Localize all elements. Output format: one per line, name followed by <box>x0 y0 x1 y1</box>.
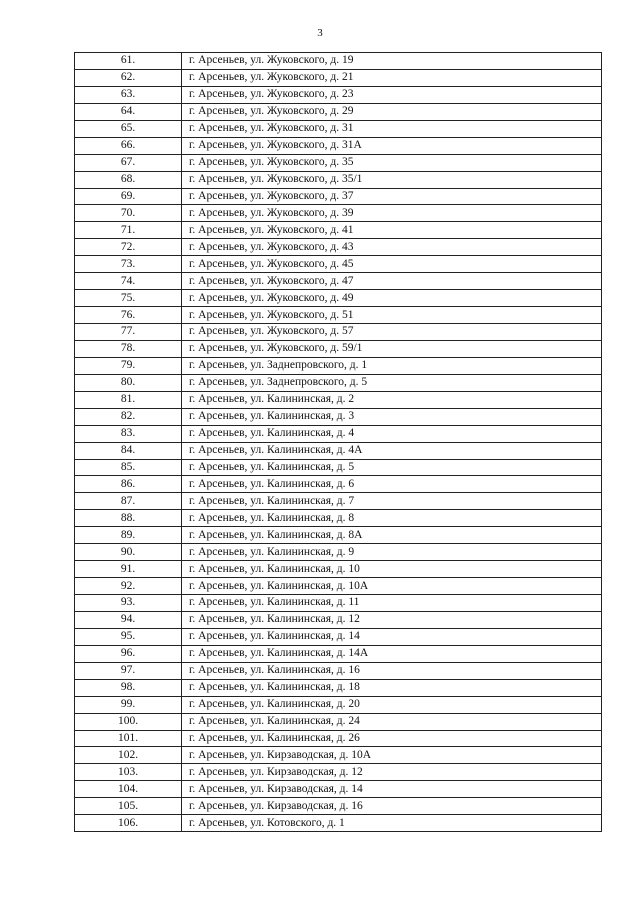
row-number: 87. <box>75 493 182 510</box>
row-number: 66. <box>75 137 182 154</box>
row-number: 70. <box>75 205 182 222</box>
row-address: г. Арсеньев, ул. Калининская, д. 10А <box>182 578 602 595</box>
table-row <box>75 459 602 476</box>
row-address: г. Арсеньев, ул. Калининская, д. 4 <box>182 425 602 442</box>
page-number: 3 <box>317 27 323 39</box>
row-address: г. Арсеньев, ул. Заднепровского, д. 5 <box>182 374 602 391</box>
table-row <box>75 69 602 86</box>
row-number: 95. <box>75 628 182 645</box>
row-address: г. Арсеньев, ул. Кирзаводская, д. 16 <box>182 798 602 815</box>
table-row <box>75 171 602 188</box>
row-number: 85. <box>75 459 182 476</box>
row-address: г. Арсеньев, ул. Жуковского, д. 51 <box>182 307 602 324</box>
row-address: г. Арсеньев, ул. Калининская, д. 20 <box>182 696 602 713</box>
row-number: 63. <box>75 86 182 103</box>
row-address: г. Арсеньев, ул. Жуковского, д. 45 <box>182 256 602 273</box>
table-row <box>75 53 602 70</box>
table-row <box>75 798 602 815</box>
table-row <box>75 188 602 205</box>
row-number: 96. <box>75 645 182 662</box>
row-address: г. Арсеньев, ул. Калининская, д. 8А <box>182 527 602 544</box>
table-row <box>75 527 602 544</box>
row-number: 86. <box>75 476 182 493</box>
table-row <box>75 290 602 307</box>
table-row <box>75 611 602 628</box>
row-address: г. Арсеньев, ул. Калининская, д. 18 <box>182 679 602 696</box>
row-address: г. Арсеньев, ул. Калининская, д. 2 <box>182 391 602 408</box>
table-row <box>75 273 602 290</box>
row-number: 79. <box>75 357 182 374</box>
table-row <box>75 578 602 595</box>
table-row <box>75 662 602 679</box>
row-number: 83. <box>75 425 182 442</box>
row-address: г. Арсеньев, ул. Калининская, д. 3 <box>182 408 602 425</box>
row-number: 74. <box>75 273 182 290</box>
row-number: 78. <box>75 340 182 357</box>
row-number: 64. <box>75 103 182 120</box>
table-row <box>75 408 602 425</box>
row-address: г. Арсеньев, ул. Калининская, д. 14 <box>182 628 602 645</box>
row-number: 102. <box>75 747 182 764</box>
row-address: г. Арсеньев, ул. Калининская, д. 24 <box>182 713 602 730</box>
row-address: г. Арсеньев, ул. Жуковского, д. 35/1 <box>182 171 602 188</box>
row-address: г. Арсеньев, ул. Жуковского, д. 31 <box>182 120 602 137</box>
table-row <box>75 510 602 527</box>
row-address: г. Арсеньев, ул. Калининская, д. 4А <box>182 442 602 459</box>
table-row <box>75 324 602 341</box>
row-address: г. Арсеньев, ул. Жуковского, д. 57 <box>182 324 602 341</box>
table-row <box>75 815 602 832</box>
row-address: г. Арсеньев, ул. Калининская, д. 8 <box>182 510 602 527</box>
table-row <box>75 391 602 408</box>
row-address: г. Арсеньев, ул. Калининская, д. 9 <box>182 544 602 561</box>
row-address: г. Арсеньев, ул. Жуковского, д. 29 <box>182 103 602 120</box>
row-address: г. Арсеньев, ул. Кирзаводская, д. 10А <box>182 747 602 764</box>
row-number: 103. <box>75 764 182 781</box>
table-row <box>75 476 602 493</box>
table-row <box>75 561 602 578</box>
row-address: г. Арсеньев, ул. Калининская, д. 12 <box>182 611 602 628</box>
row-number: 81. <box>75 391 182 408</box>
row-number: 76. <box>75 307 182 324</box>
row-address: г. Арсеньев, ул. Калининская, д. 5 <box>182 459 602 476</box>
row-number: 106. <box>75 815 182 832</box>
row-number: 97. <box>75 662 182 679</box>
table-row <box>75 493 602 510</box>
row-number: 75. <box>75 290 182 307</box>
row-address: г. Арсеньев, ул. Котовского, д. 1 <box>182 815 602 832</box>
row-number: 89. <box>75 527 182 544</box>
row-address: г. Арсеньев, ул. Калининская, д. 10 <box>182 561 602 578</box>
row-address: г. Арсеньев, ул. Калининская, д. 11 <box>182 595 602 612</box>
row-address: г. Арсеньев, ул. Жуковского, д. 21 <box>182 69 602 86</box>
row-address: г. Арсеньев, ул. Жуковского, д. 41 <box>182 222 602 239</box>
table-row <box>75 425 602 442</box>
row-address: г. Арсеньев, ул. Кирзаводская, д. 12 <box>182 764 602 781</box>
row-address: г. Арсеньев, ул. Заднепровского, д. 1 <box>182 357 602 374</box>
row-number: 91. <box>75 561 182 578</box>
row-number: 84. <box>75 442 182 459</box>
table-row <box>75 645 602 662</box>
row-number: 104. <box>75 781 182 798</box>
row-address: г. Арсеньев, ул. Калининская, д. 7 <box>182 493 602 510</box>
row-number: 90. <box>75 544 182 561</box>
table-row <box>75 544 602 561</box>
table-row <box>75 120 602 137</box>
row-number: 71. <box>75 222 182 239</box>
table-row <box>75 679 602 696</box>
table-row <box>75 103 602 120</box>
address-table-body <box>75 53 602 832</box>
row-number: 92. <box>75 578 182 595</box>
row-address: г. Арсеньев, ул. Жуковского, д. 35 <box>182 154 602 171</box>
row-number: 72. <box>75 239 182 256</box>
row-address: г. Арсеньев, ул. Жуковского, д. 59/1 <box>182 340 602 357</box>
table-row <box>75 595 602 612</box>
table-row <box>75 86 602 103</box>
table-row <box>75 442 602 459</box>
row-address: г. Арсеньев, ул. Жуковского, д. 37 <box>182 188 602 205</box>
table-row <box>75 730 602 747</box>
row-number: 62. <box>75 69 182 86</box>
table-row <box>75 340 602 357</box>
row-number: 93. <box>75 595 182 612</box>
table-row <box>75 713 602 730</box>
table-row <box>75 357 602 374</box>
table-row <box>75 696 602 713</box>
row-number: 73. <box>75 256 182 273</box>
row-number: 80. <box>75 374 182 391</box>
row-address: г. Арсеньев, ул. Калининская, д. 6 <box>182 476 602 493</box>
row-address: г. Арсеньев, ул. Калининская, д. 26 <box>182 730 602 747</box>
row-number: 68. <box>75 171 182 188</box>
row-address: г. Арсеньев, ул. Кирзаводская, д. 14 <box>182 781 602 798</box>
table-row <box>75 222 602 239</box>
table-row <box>75 154 602 171</box>
address-table <box>74 52 602 832</box>
row-number: 67. <box>75 154 182 171</box>
table-row <box>75 307 602 324</box>
table-row <box>75 628 602 645</box>
row-address: г. Арсеньев, ул. Жуковского, д. 39 <box>182 205 602 222</box>
row-address: г. Арсеньев, ул. Жуковского, д. 23 <box>182 86 602 103</box>
row-number: 98. <box>75 679 182 696</box>
row-number: 101. <box>75 730 182 747</box>
row-number: 82. <box>75 408 182 425</box>
row-address: г. Арсеньев, ул. Жуковского, д. 49 <box>182 290 602 307</box>
table-row <box>75 256 602 273</box>
row-address: г. Арсеньев, ул. Калининская, д. 16 <box>182 662 602 679</box>
row-address: г. Арсеньев, ул. Жуковского, д. 31А <box>182 137 602 154</box>
table-row <box>75 205 602 222</box>
row-address: г. Арсеньев, ул. Жуковского, д. 19 <box>182 53 602 70</box>
table-row <box>75 137 602 154</box>
row-number: 94. <box>75 611 182 628</box>
row-number: 88. <box>75 510 182 527</box>
table-row <box>75 781 602 798</box>
table-row <box>75 747 602 764</box>
row-number: 100. <box>75 713 182 730</box>
table-row <box>75 239 602 256</box>
row-number: 99. <box>75 696 182 713</box>
table-row <box>75 764 602 781</box>
row-address: г. Арсеньев, ул. Жуковского, д. 43 <box>182 239 602 256</box>
row-number: 77. <box>75 324 182 341</box>
row-number: 105. <box>75 798 182 815</box>
row-number: 69. <box>75 188 182 205</box>
row-address: г. Арсеньев, ул. Жуковского, д. 47 <box>182 273 602 290</box>
row-number: 61. <box>75 53 182 70</box>
row-number: 65. <box>75 120 182 137</box>
row-address: г. Арсеньев, ул. Калининская, д. 14А <box>182 645 602 662</box>
table-row <box>75 374 602 391</box>
